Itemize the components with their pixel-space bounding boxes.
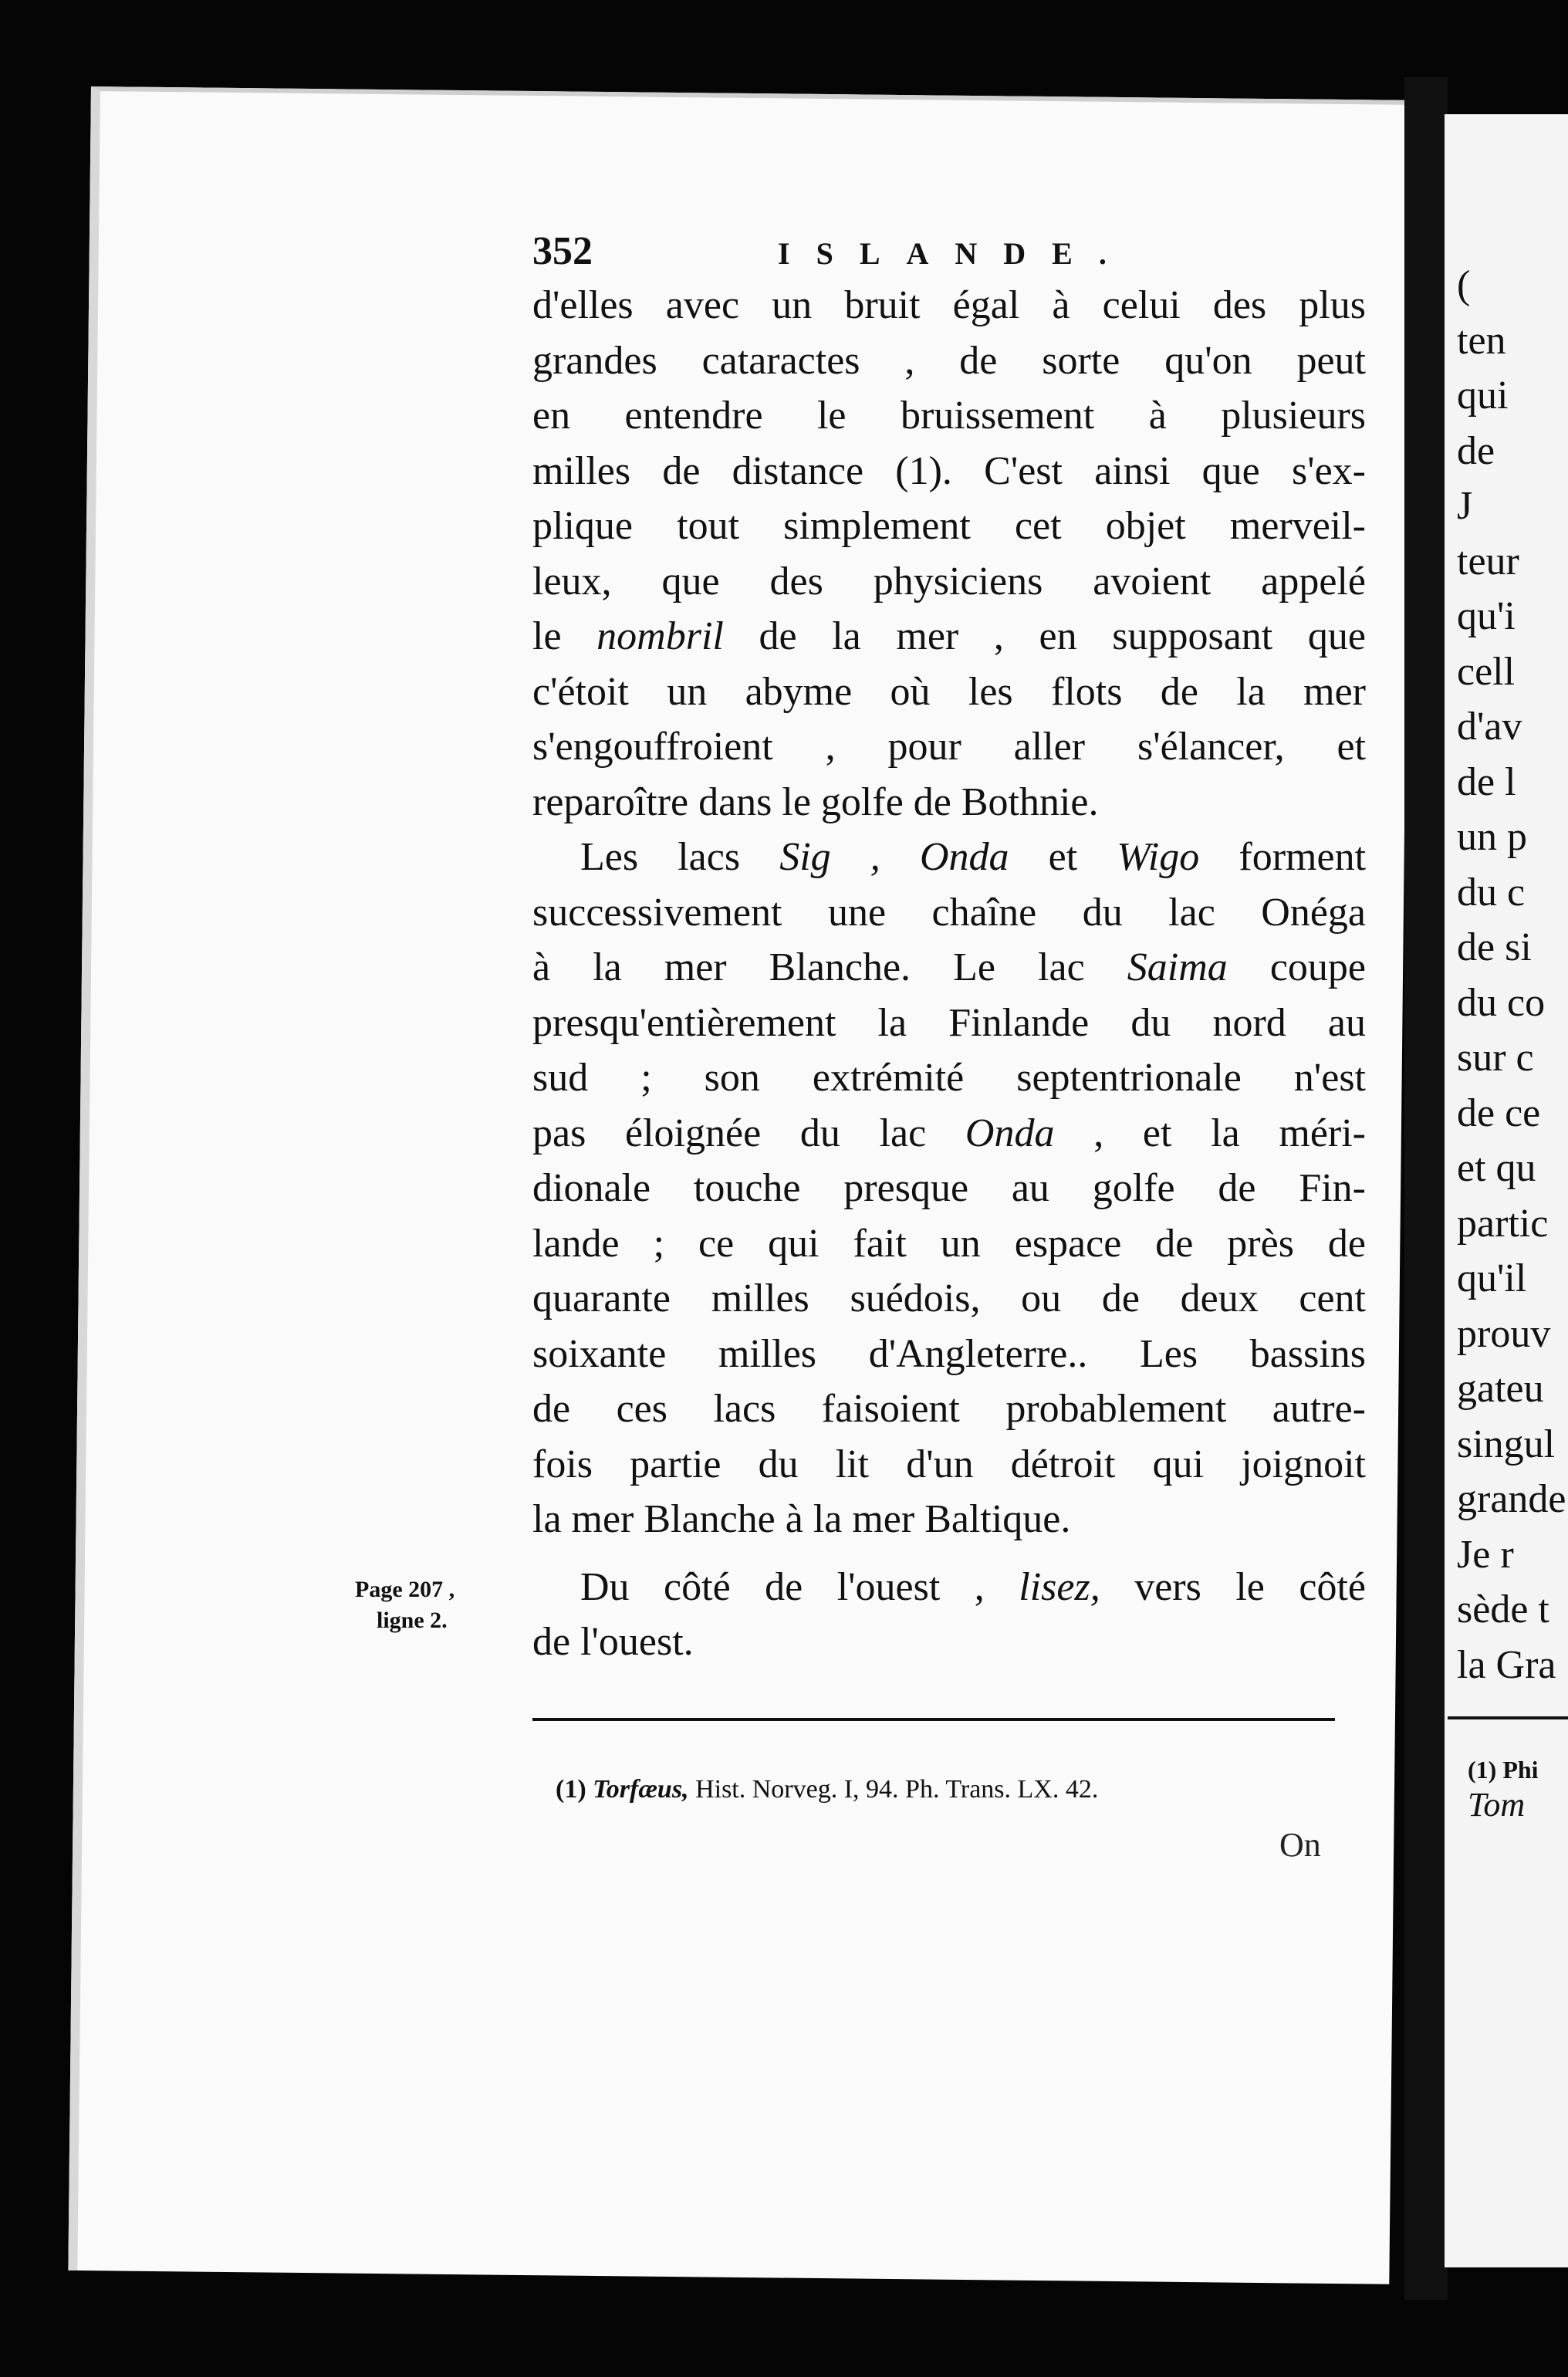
italic-word: Onda xyxy=(965,1111,1055,1155)
text-span: forment xyxy=(1199,835,1367,879)
right-page-line: un p xyxy=(1457,815,1527,859)
text-span: le xyxy=(532,614,597,658)
text-line: fois partie du lit d'un détroit qui joignoit xyxy=(532,1442,1366,1486)
right-footnote-line: (1) Phi xyxy=(1468,1756,1539,1784)
text-line: en entendre le bruissement à plusieurs xyxy=(532,394,1366,438)
paragraph-1 xyxy=(532,278,1366,830)
text-line: sud ; son extrémité septentrionale n'est xyxy=(532,1056,1366,1100)
text-line xyxy=(532,830,1366,885)
paragraph-2 xyxy=(532,830,1366,1547)
right-page-line: ( xyxy=(1457,263,1471,307)
text-span: de la mer , en supposant que xyxy=(723,614,1366,658)
margin-note-line: ligne 2. xyxy=(377,1608,448,1633)
right-page-line: et qu xyxy=(1457,1146,1536,1190)
text-line: successivement une chaîne du lac Onéga xyxy=(532,890,1366,935)
right-page-line: qu'i xyxy=(1457,594,1516,638)
text-line: milles de distance (1). C'est ainsi que s'ex- xyxy=(532,448,1366,493)
text-span: à la mer Blanche. Le lac xyxy=(532,945,1127,989)
right-page-line: cell xyxy=(1457,649,1516,694)
italic-word: Sig , xyxy=(779,835,880,879)
right-page-line: de ce xyxy=(1457,1090,1541,1135)
footnote-rule xyxy=(532,1718,1335,1721)
margin-note xyxy=(355,1574,532,1636)
right-footnote xyxy=(1468,1752,1539,1823)
right-page-line: de l xyxy=(1457,759,1516,804)
right-page-text xyxy=(1457,258,1568,1692)
text-line: de ces lacs faisoient probablement autre- xyxy=(532,1387,1366,1431)
text-line: de l'ouest. xyxy=(532,1620,694,1664)
text-line: grandes cataractes , de sorte qu'on peut xyxy=(532,338,1366,383)
right-page-line: Je r xyxy=(1457,1532,1514,1577)
right-footnote-rule xyxy=(1448,1716,1568,1719)
right-page-line: singul xyxy=(1457,1422,1556,1466)
text-line: leux, que des physiciens avoient appelé xyxy=(532,559,1366,604)
book-gutter xyxy=(1404,77,1448,2300)
text-span: Les lacs xyxy=(580,835,780,879)
right-page-line: sède t xyxy=(1457,1587,1549,1631)
text-line: dionale touche presque au golfe de Fin- xyxy=(532,1166,1366,1210)
catchword: On xyxy=(1279,1826,1321,1864)
italic-word: Onda xyxy=(919,835,1009,879)
text-line: s'engouffroient , pour aller s'élancer, et xyxy=(532,725,1366,769)
text-line xyxy=(532,1106,1366,1161)
footnote xyxy=(556,1775,1327,1804)
right-page-line: du c xyxy=(1457,870,1526,915)
right-page-line: de si xyxy=(1457,925,1532,969)
text-line: lande ; ce qui fait un espace de près de xyxy=(532,1221,1366,1266)
italic-word: lisez, xyxy=(1019,1564,1100,1609)
erratum-paragraph xyxy=(532,1560,1366,1670)
footnote-mark: (1) xyxy=(556,1775,593,1804)
right-page-line: ten xyxy=(1457,318,1506,363)
right-page-line: du co xyxy=(1457,980,1546,1025)
text-line: c'étoit un abyme où les flots de la mer xyxy=(532,669,1366,714)
text-line: presqu'entièrement la Finlande du nord au xyxy=(532,1000,1366,1045)
text-line: quarante milles suédois, ou de deux cent xyxy=(532,1276,1366,1320)
text-line: d'elles avec un bruit égal à celui des plus xyxy=(532,283,1366,327)
right-page-line: partic xyxy=(1457,1201,1549,1246)
right-page-line: gateu xyxy=(1457,1367,1544,1411)
text-span: coupe xyxy=(1227,945,1366,989)
text-line xyxy=(532,940,1366,996)
text-line: reparoître dans le golfe de Bothnie. xyxy=(532,779,1099,824)
text-line xyxy=(532,1560,1366,1615)
italic-word: Wigo xyxy=(1117,835,1200,879)
text-line: la mer Blanche à la mer Baltique. xyxy=(532,1497,1071,1541)
right-footnote-line: Tom xyxy=(1468,1786,1526,1824)
page-text xyxy=(532,224,1366,1670)
page-number: 352 xyxy=(532,229,593,273)
right-page-line: la Gra xyxy=(1457,1642,1556,1687)
right-page-line: grande xyxy=(1457,1477,1566,1521)
text-line: soixante milles d'Angleterre.. Les bassins xyxy=(532,1331,1366,1376)
text-line xyxy=(532,609,1366,664)
right-page-line: d'av xyxy=(1457,705,1522,749)
text-span: , et la méri- xyxy=(1054,1111,1366,1155)
right-page-line: J xyxy=(1457,484,1473,528)
margin-note-line: Page 207 , xyxy=(355,1577,455,1602)
right-page-line: qu'il xyxy=(1457,1256,1527,1300)
italic-word: nombril xyxy=(596,614,724,658)
right-page-line: de xyxy=(1457,428,1495,473)
footnote-author: Torfæus, xyxy=(593,1775,689,1804)
running-head: ISLANDE. xyxy=(778,236,1133,271)
text-span xyxy=(880,835,920,879)
right-page-line: teur xyxy=(1457,539,1519,583)
text-span: vers le côté xyxy=(1100,1564,1366,1609)
page-header xyxy=(532,224,1366,286)
right-page-line: prouv xyxy=(1457,1311,1551,1356)
footnote-text: Hist. Norveg. I, 94. Ph. Trans. LX. 42. xyxy=(688,1775,1099,1804)
text-span: Du côté de l'ouest , xyxy=(580,1564,1019,1609)
text-span: et xyxy=(1009,835,1117,879)
text-span: pas éloignée du lac xyxy=(532,1111,965,1155)
right-page-line: sur c xyxy=(1457,1036,1534,1080)
italic-word: Saima xyxy=(1127,945,1228,989)
text-line: plique tout simplement cet objet merveil- xyxy=(532,504,1366,548)
right-page-line: qui xyxy=(1457,374,1509,418)
